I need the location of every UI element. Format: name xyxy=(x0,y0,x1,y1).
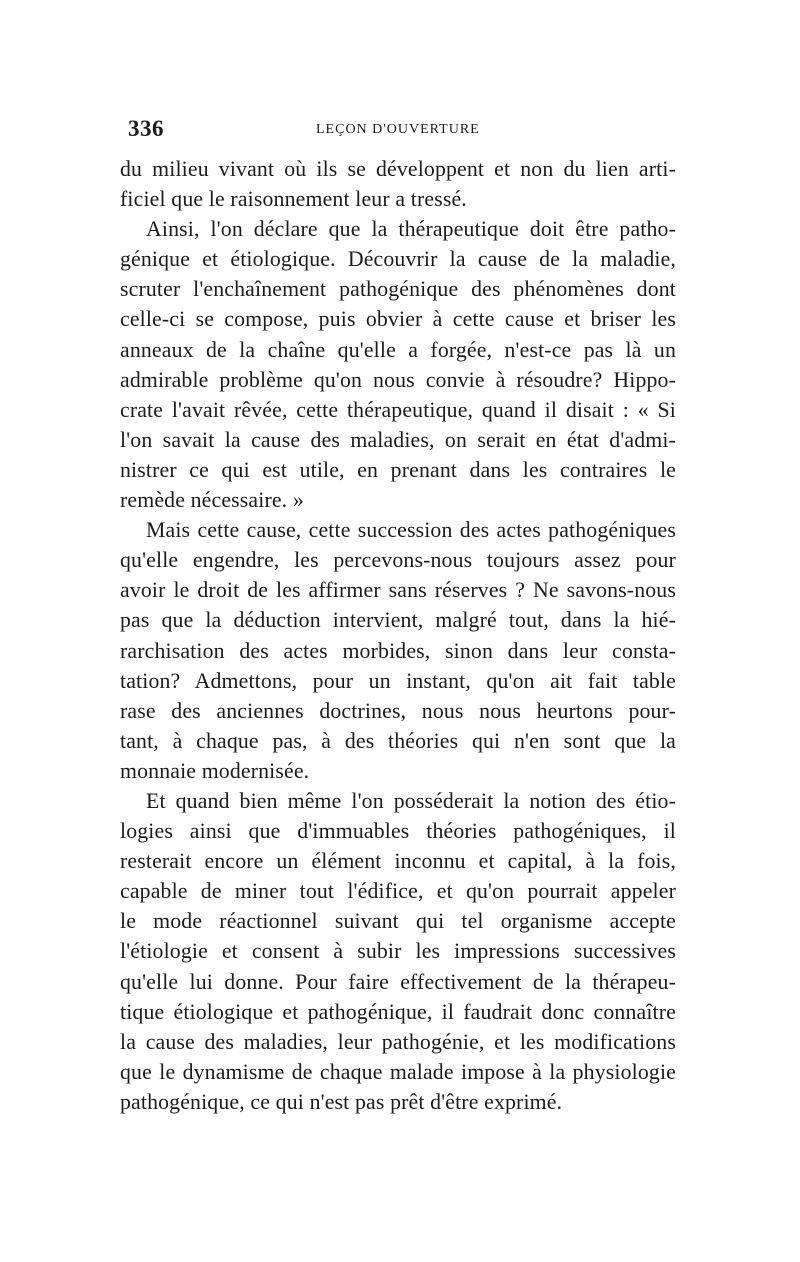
text-line: pathogénique, ce qui n'est pas prêt d'être exprimé. xyxy=(120,1089,563,1114)
paragraph xyxy=(120,786,676,1117)
text-line: tation? Admettons, pour un instant, qu'on ait fait table xyxy=(120,668,676,693)
text-line: ficiel que le raisonnement leur a tressé. xyxy=(120,187,467,212)
text-line: Mais cette cause, cette succession des actes pathogéniques xyxy=(146,518,676,543)
text-line: anneaux de la chaîne qu'elle a forgée, n'est-ce pas là un xyxy=(120,337,676,362)
page-number: 336 xyxy=(128,116,164,141)
text-line: resterait encore un élément inconnu et capital, à la fois, xyxy=(120,849,676,874)
text-line: celle-ci se compose, puis obvier à cette cause et briser les xyxy=(120,307,676,332)
text-line: Et quand bien même l'on posséderait la notion des étio- xyxy=(146,788,676,813)
text-line: Ainsi, l'on déclare que la thérapeutique doit être patho- xyxy=(146,217,676,242)
text-line: pas que la déduction intervient, malgré tout, dans la hié- xyxy=(120,608,676,633)
paragraph xyxy=(120,515,676,786)
text-line: l'étiologie et consent à subir les impressions successives xyxy=(120,939,676,964)
text-line: scruter l'enchaînement pathogénique des phénomènes dont xyxy=(120,277,676,302)
paragraph xyxy=(120,154,676,214)
page-header xyxy=(128,116,676,146)
running-title: LEÇON D'OUVERTURE xyxy=(316,122,480,137)
text-line: logies ainsi que d'immuables théories pathogéniques, il xyxy=(120,819,676,844)
body-text xyxy=(120,154,676,1117)
text-line: tique étiologique et pathogénique, il faudrait donc connaître xyxy=(120,999,676,1024)
text-line: admirable problème qu'on nous convie à résoudre? Hippo- xyxy=(120,367,676,392)
text-line: tant, à chaque pas, à des théories qui n'en sont que la xyxy=(120,728,676,753)
text-line: du milieu vivant où ils se développent et non du lien arti- xyxy=(120,157,676,181)
text-line: monnaie modernisée. xyxy=(120,758,310,783)
text-line: l'on savait la cause des maladies, on serait en état d'admi- xyxy=(120,427,676,452)
text-line: remède nécessaire. » xyxy=(120,488,304,513)
text-line: rarchisation des actes morbides, sinon dans leur consta- xyxy=(120,638,676,663)
paragraph xyxy=(120,214,676,515)
text-line: qu'elle engendre, les percevons-nous toujours assez pour xyxy=(120,548,676,573)
text-line: la cause des maladies, leur pathogénie, et les modifications xyxy=(120,1029,676,1054)
text-line: avoir le droit de les affirmer sans réserves ? Ne savons-nous xyxy=(120,578,676,603)
text-line: rase des anciennes doctrines, nous nous heurtons pour- xyxy=(120,698,676,723)
text-line: capable de miner tout l'édifice, et qu'on pourrait appeler xyxy=(120,879,676,904)
text-line: nistrer ce qui est utile, en prenant dans les contraires le xyxy=(120,457,676,482)
text-line: le mode réactionnel suivant qui tel organisme accepte xyxy=(120,909,676,934)
text-line: génique et étiologique. Découvrir la cause de la maladie, xyxy=(120,247,676,272)
text-line: qu'elle lui donne. Pour faire effectivement de la thérapeu- xyxy=(120,969,676,994)
text-line: crate l'avait rêvée, cette thérapeutique, quand il disait : « Si xyxy=(120,397,676,422)
text-line: que le dynamisme de chaque malade impose à la physiologie xyxy=(120,1059,676,1084)
